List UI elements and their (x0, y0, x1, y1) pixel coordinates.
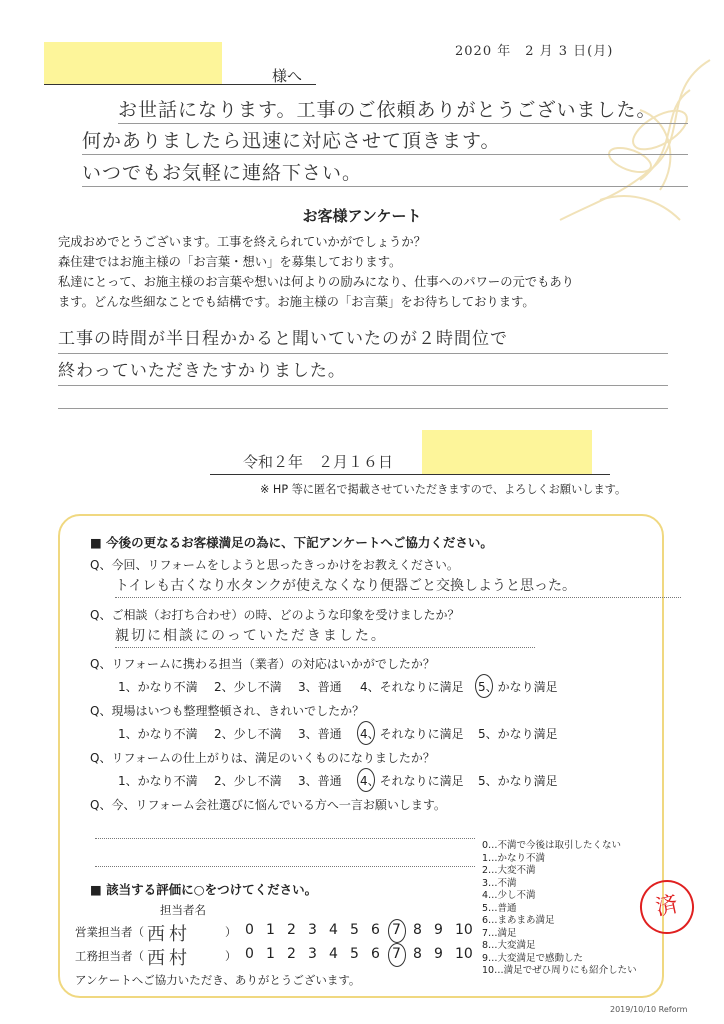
score-1: 1 (266, 946, 275, 962)
score-3: 3 (308, 922, 317, 938)
score-legend (482, 840, 637, 978)
option-3: 3、普通 (298, 680, 342, 694)
comment-line-2: 終わっていただきたすかりました。 (58, 357, 668, 386)
intro-line: 完成おめでとうございます。工事を終えられていかがでしょうか？ (58, 235, 426, 249)
legend-item: 5…普通 (482, 902, 517, 914)
rating-row-sales (75, 920, 475, 944)
option-4-label: それなりに満足 (379, 774, 464, 788)
legend-item: 1…かなり不満 (482, 852, 546, 864)
letter-line-2: 何かありましたら迅速に対応させて頂きます。 (82, 128, 688, 155)
row-label: 工務担当者（ (75, 949, 144, 963)
option-3: 3、普通 (298, 774, 342, 788)
score-9: 9 (434, 922, 443, 938)
score-2: 2 (287, 946, 296, 962)
option-4-number: 4、 (360, 774, 380, 788)
legend-item: 0…不満で今後は取引したくない (482, 840, 622, 851)
score-4: 4 (329, 946, 338, 962)
row-label: 営業担当者（ (75, 925, 144, 939)
q5-question: Q、リフォームの仕上がりは、満足のいくものになりましたか？ (90, 751, 435, 765)
score-10: 10 (455, 922, 473, 938)
score-6: 6 (371, 922, 380, 938)
option-5: 5、かなり満足 (478, 727, 558, 741)
rating-heading: ■ 該当する評価に○をつけてください。 (90, 882, 318, 897)
selection-circle (388, 919, 406, 943)
score-2: 2 (287, 922, 296, 938)
q6-question: Q、今、リフォーム会社選びに悩んでいる方へ一言お願いします。 (90, 798, 446, 812)
publication-note: ※ HP 等に匿名で掲載させていただきますので、よろしくお願いします。 (260, 483, 627, 496)
thanks-text: アンケートへご協力いただき、ありがとうございます。 (75, 973, 361, 987)
legend-item: 7…満足 (482, 927, 517, 939)
q2-answer: 親切に相談にのっていただきました。 (115, 625, 535, 648)
salutation: 様へ (272, 67, 303, 85)
option-5: 5、かなり満足 (478, 774, 558, 788)
score-0: 0 (245, 922, 254, 938)
selection-circle (357, 768, 375, 792)
letter-line-3: いつでもお気軽に連絡下さい。 (82, 160, 688, 187)
letter-line-1: お世話になります。工事のご依頼ありがとうございました。 (118, 97, 688, 124)
sign-date: 令和２年 ２月１６日 (243, 453, 394, 471)
option-4-label: それなりに満足 (379, 727, 464, 741)
score-7-selected (392, 922, 401, 938)
legend-item: 8…大変満足 (482, 940, 536, 951)
score-5: 5 (350, 922, 359, 938)
questionnaire-heading: ■ 今後の更なるお客様満足の為に、下記アンケートへご協力ください。 (90, 535, 493, 550)
intro-line: ます。どんな些細なことでも結構です。お施主様の「お言葉」をお待ちしております。 (58, 295, 535, 309)
customer-name-redaction (422, 430, 592, 474)
option-5-label: かなり満足 (497, 680, 558, 694)
letter-date: 2020 年 2 月 3 日(月) (455, 44, 614, 59)
intro-line: 私達にとって、お施主様のお言葉や想いは何よりの励みになり、仕事へのパワーの元でもあり (58, 275, 574, 289)
q1-question: Q、今回、リフォームをしようと思ったきっかけをお教えください。 (90, 558, 459, 572)
form-version: 2019/10/10 Reform (610, 1005, 688, 1014)
selection-circle (475, 674, 493, 698)
q1-answer: トイレも古くなり水タンクが使えなくなり便器ごと交換しようと思った。 (115, 575, 681, 598)
comment-line-1: 工事の時間が半日程かかると聞いていたのが２時間位で (58, 325, 668, 354)
score-8: 8 (413, 946, 422, 962)
legend-item: 3…不満 (482, 877, 517, 889)
option-2: 2、少し不満 (214, 680, 282, 694)
intro-line: 森住建ではお施主様の「お言葉・想い」を募集しております。 (58, 255, 402, 269)
option-5-selected (478, 678, 558, 695)
staff-name: 西村 (147, 948, 191, 969)
score-10: 10 (455, 946, 473, 962)
legend-item: 4…少し不満 (482, 890, 536, 901)
selection-circle (357, 721, 375, 745)
sign-line (210, 474, 610, 475)
score-6: 6 (371, 946, 380, 962)
option-4-selected (360, 772, 464, 789)
comment-line-3 (58, 408, 668, 409)
legend-item: 6…まあまあ満足 (482, 915, 555, 926)
option-1: 1、かなり不満 (118, 774, 198, 788)
q6-answer-line-2 (95, 866, 475, 867)
option-1: 1、かなり不満 (118, 727, 198, 741)
legend-item: 2…大変不満 (482, 865, 536, 876)
score-7: 7 (392, 946, 401, 962)
score-1: 1 (266, 922, 275, 938)
legend-item: 10…満足でぜひ周りにも紹介したい (482, 965, 637, 976)
score-9: 9 (434, 946, 443, 962)
score-4: 4 (329, 922, 338, 938)
legend-item: 9…大変満足で感動した (482, 952, 584, 964)
staff-name: 西村 (147, 924, 191, 945)
option-2: 2、少し不満 (214, 774, 282, 788)
score-0: 0 (245, 946, 254, 962)
row-close-paren: ） (225, 925, 237, 939)
score-3: 3 (308, 946, 317, 962)
option-4-number: 4、 (360, 727, 380, 741)
survey-intro (58, 232, 574, 312)
rating-row-construction (75, 944, 475, 968)
q2-question: Q、ご相談（お打ち合わせ）の時、どのような印象を受けましたか？ (90, 608, 460, 622)
option-3: 3、普通 (298, 727, 342, 741)
option-4-selected (360, 725, 464, 742)
q4-question: Q、現場はいつも整理整頓され、きれいでしたか？ (90, 704, 365, 718)
q3-question: Q、リフォームに携わる担当（業者）の対応はいかがでしたか？ (90, 657, 435, 671)
option-4: 4、それなりに満足 (360, 680, 464, 694)
score-7: 7 (392, 922, 401, 938)
option-2: 2、少し不満 (214, 727, 282, 741)
score-5: 5 (350, 946, 359, 962)
score-7-selected (392, 946, 401, 962)
option-1: 1、かなり不満 (118, 680, 198, 694)
stamp-text: 済 (653, 891, 681, 922)
q6-answer-line-1 (95, 838, 475, 839)
option-5-number: 5、 (478, 680, 498, 694)
selection-circle (388, 943, 406, 967)
staff-header: 担当者名 (160, 903, 206, 917)
row-close-paren: ） (225, 949, 237, 963)
score-8: 8 (413, 922, 422, 938)
survey-title: お客様アンケート (302, 207, 422, 225)
recipient-name-redaction (44, 42, 222, 84)
